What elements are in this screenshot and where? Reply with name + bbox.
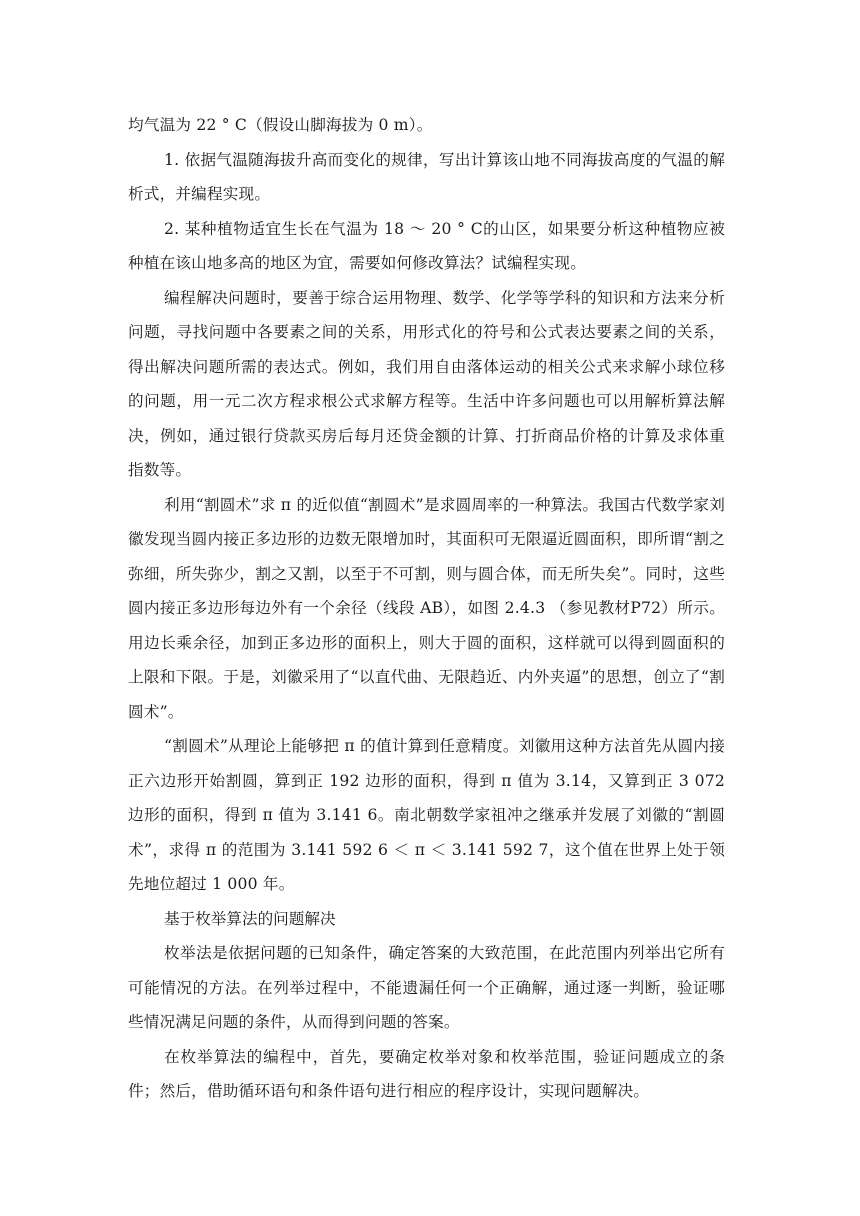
- paragraph-task-2: 2. 某种植物适宜生长在气温为 18 ～ 20 ° C的山区，如果要分析这种植物应被种植在该山地多高的地区为宜，需要如何修改算法？试编程实现。: [128, 219, 725, 272]
- section-heading: 基于枚举算法的问题解决: [164, 909, 336, 928]
- paragraph-analysis: 编程解决问题时，要善于综合运用物理、数学、化学等学科的知识和方法来分析问题，寻找问题中各要素之间的关系，用形式化的符号和公式表达要素之间的关系，得出解决问题所需的表达式。例如，我们用自由落体运动的相关公式来求解小球位移的问题，用一元二次方程求根公式求解方程等。生活中许多问题也可以用解析算法解决，例如，通过银行贷款买房后每月还贷金额的计算、打折商品价格的计算及求体重指数等。: [128, 288, 725, 479]
- paragraph-enum-definition: 枚举法是依据问题的已知条件，确定答案的大致范围，在此范围内列举出它所有可能情况的方法。在列举过程中，不能遗漏任何一个正确解，通过逐一判断，验证哪些情况满足问题的条件，从而得到问题的答案。: [128, 944, 725, 1031]
- paragraph-task-1: 1. 依据气温随海拔升高而变化的规律，写出计算该山地不同海拔高度的气温的解析式，并编程实现。: [128, 150, 725, 203]
- paragraph-continuation: 均气温为 22 ° C（假设山脚海拔为 0 m）。: [128, 116, 433, 134]
- paragraph-precision: “割圆术”从理论上能够把 π 的值计算到任意精度。刘徽用这种方法首先从圆内接正六边形开始割圆，算到正 192 边形的面积，得到 π 值为 3.14，又算到正 3 072 边形的面积，得到 π 值为 3.141 6。南北朝数学家祖冲之继承并发展了刘徽的“割圆术”，求得 π 的范围为 3.141 592 6 ＜ π ＜ 3.141 592 7，这个值在世界上处于领先地位超过 1 000 年。: [128, 737, 725, 893]
- paragraph-geyuanshu: 利用“割圆术”求 π 的近似值“割圆术”是求圆周率的一种算法。我国古代数学家刘徽发现当圆内接正多边形的边数无限增加时，其面积可无限逼近圆面积，即所谓“割之弥细，所失弥少，割之又割，以至于不可割，则与圆合体，而无所失矣”。同时，这些圆内接正多边形每边外有一个余径（线段 AB），如图 2.4.3 （参见教材P72）所示。用边长乘余径，加到正多边形的面积上，则大于圆的面积，这样就可以得到圆面积的上限和下限。于是，刘徽采用了“以直代曲、无限趋近、内外夹逼”的思想，创立了“割圆术”。: [128, 495, 725, 721]
- paragraph-enum-steps: 在枚举算法的编程中，首先，要确定枚举对象和枚举范围，验证问题成立的条件；然后，借助循环语句和条件语句进行相应的程序设计，实现问题解决。: [128, 1047, 725, 1100]
